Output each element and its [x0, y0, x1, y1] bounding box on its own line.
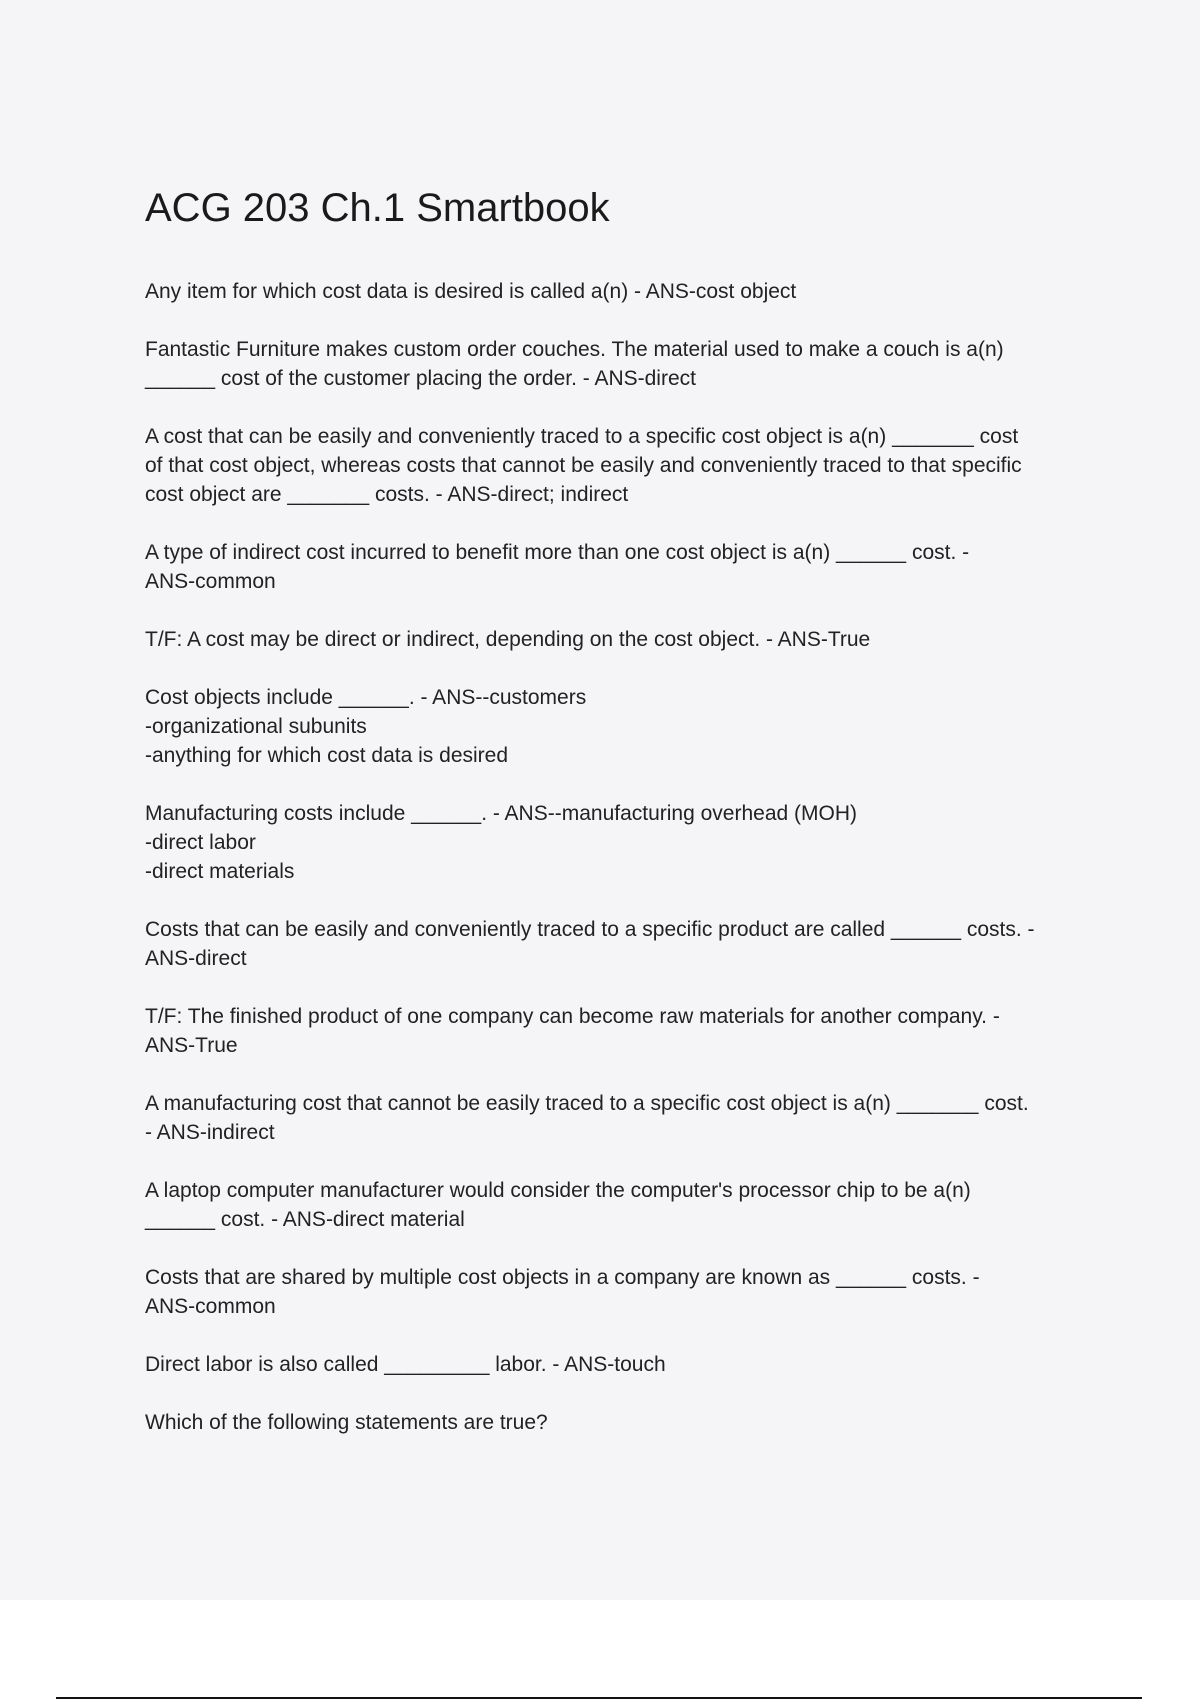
qa-item-10: A manufacturing cost that cannot be easily traced to a specific cost object is a(n) _______ cost. - ANS-indirect	[145, 1092, 1029, 1144]
qa-item-2: Fantastic Furniture makes custom order couches. The material used to make a couch is a(n) ______ cost of the customer placing the order. - ANS-direct	[145, 338, 1004, 390]
qa-item-11: A laptop computer manufacturer would consider the computer's processor chip to be a(n) ______ cost. - ANS-direct material	[145, 1179, 971, 1231]
qa-item-1: Any item for which cost data is desired is called a(n) - ANS-cost object	[145, 280, 797, 303]
qa-item-13: Direct labor is also called _________ labor. - ANS-touch	[145, 1353, 666, 1376]
qa-item-7: Manufacturing costs include ______. - ANS--manufacturing overhead (MOH) -direct labor -direct materials	[145, 802, 858, 883]
qa-item-6: Cost objects include ______. - ANS--customers -organizational subunits -anything for which cost data is desired	[145, 686, 587, 767]
qa-item-3: A cost that can be easily and conveniently traced to a specific cost object is a(n) _______ cost of that cost object, whereas costs that cannot be easily and conveniently traced to that specific cost object are _______ costs. - ANS-direct; indirect	[145, 425, 1022, 506]
qa-item-4: A type of indirect cost incurred to benefit more than one cost object is a(n) ______ cost. - ANS-common	[145, 541, 970, 593]
document-content	[145, 182, 1090, 1466]
qa-item-14: Which of the following statements are true?	[145, 1411, 548, 1434]
qa-item-5: T/F: A cost may be direct or indirect, depending on the cost object. - ANS-True	[145, 628, 871, 651]
qa-item-8: Costs that can be easily and conveniently traced to a specific product are called ______ costs. - ANS-direct	[145, 918, 1035, 970]
qa-item-12: Costs that are shared by multiple cost objects in a company are known as ______ costs. - ANS-common	[145, 1266, 980, 1318]
qa-item-9: T/F: The finished product of one company can become raw materials for another company. - ANS-True	[145, 1005, 1000, 1057]
document-title: ACG 203 Ch.1 Smartbook	[145, 186, 610, 230]
page-divider	[56, 1697, 1142, 1699]
